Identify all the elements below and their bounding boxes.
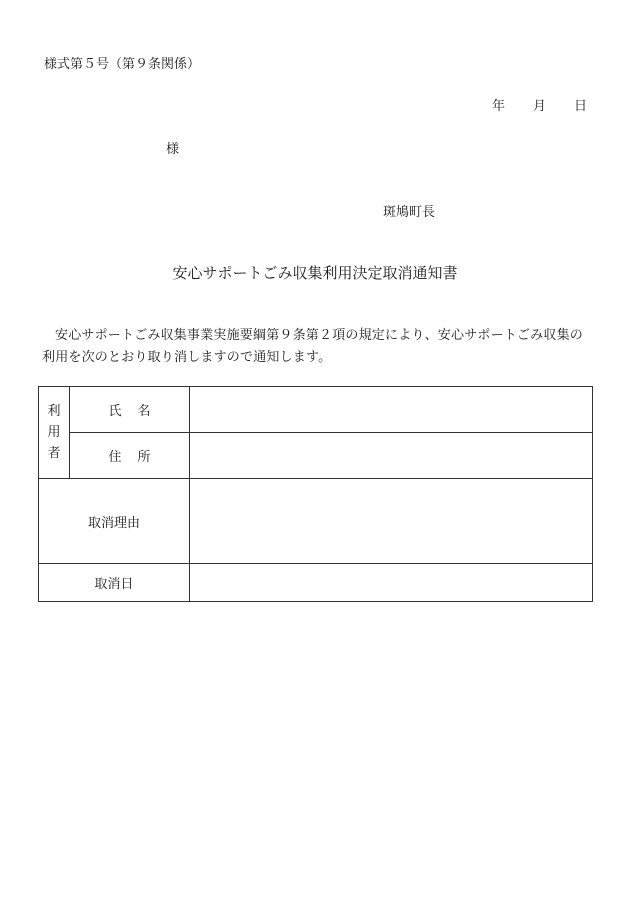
- user-label-cell: [39, 387, 70, 479]
- date-line: [492, 95, 587, 114]
- name-label-cell: [70, 387, 190, 433]
- recipient-suffix: 様: [166, 142, 180, 157]
- address-label-char: 住: [108, 450, 122, 465]
- reason-value-cell[interactable]: [190, 479, 593, 564]
- address-label-cell: [70, 433, 190, 479]
- reason-label-cell: 取消理由: [39, 479, 190, 564]
- date-label-cell: 取消日: [39, 564, 190, 602]
- name-label-char: 名: [137, 404, 151, 419]
- name-value-cell[interactable]: [190, 387, 593, 433]
- name-label-char: 氏: [108, 404, 122, 419]
- user-label-char: 利: [47, 404, 61, 419]
- user-label-char: 者: [47, 446, 61, 461]
- document-title: 安心サポートごみ収集利用決定取消通知書: [172, 264, 458, 282]
- date-year-label: 年: [492, 99, 506, 114]
- user-label-char: 用: [47, 425, 61, 440]
- form-number: 様式第５号（第９条関係）: [44, 57, 201, 72]
- address-label-char: 所: [137, 450, 151, 465]
- body-text: 安心サポートごみ収集事業実施要綱第９条第２項の規定により、安心サポートごみ収集の利用を次のとおり取り消しますので通知します。: [42, 328, 584, 365]
- date-value-cell[interactable]: [190, 564, 593, 602]
- date-day-label: 日: [574, 99, 588, 114]
- issuer: 斑鳩町長: [383, 205, 436, 220]
- address-value-cell[interactable]: [190, 433, 593, 479]
- form-table: [38, 386, 593, 602]
- date-month-label: 月: [533, 99, 547, 114]
